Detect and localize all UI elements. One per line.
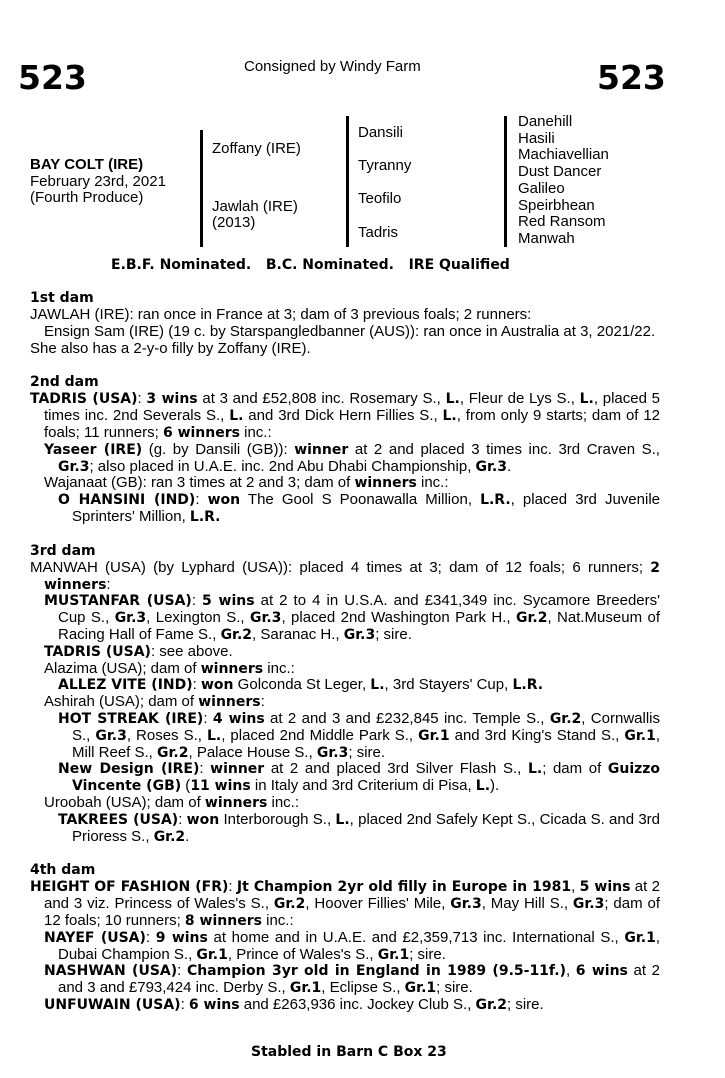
dam-year: (2013)	[212, 214, 256, 231]
produce-yaseer: Yaseer (IRE) (g. by Dansili (GB)): winner at 2 and placed 3 times inc. 3rd Craven S., Gr.3; also placed in U.A.E. inc. 2nd Abu Dhabi Championship, Gr.3.	[44, 440, 660, 475]
produce-allez-vite: ALLEZ VITE (IND): won Golconda St Leger, L., 3rd Stayers' Cup, L.R.	[58, 676, 544, 694]
dam-sire: Teofilo	[358, 190, 402, 207]
first-dam-note: She also has a 2-y-o filly by Zoffany (IRE).	[30, 339, 311, 357]
pedigree-bracket-3	[504, 116, 507, 247]
produce-note: (Fourth Produce)	[30, 189, 144, 206]
sire-dam: Tyranny	[358, 157, 412, 174]
produce-takrees: TAKREES (USA): won Interborough S., L., placed 2nd Safely Kept S., Cicada S. and 3rd Prioress S., Gr.2.	[58, 810, 660, 845]
pedigree-g7: Red Ransom	[518, 213, 606, 231]
fourth-dam-height-of-fashion: HEIGHT OF FASHION (FR): Jt Champion 2yr old filly in Europe in 1981, 5 wins at 2 and 3 viz. Princess of Wales's S., Gr.2, Hoover Fillies' Mile, Gr.3, May Hill S., Gr.3; dam of 12 foals; 10 runners; 8 winners inc.:	[30, 878, 660, 929]
produce-mustanfar: MUSTANFAR (USA): 5 wins at 2 to 4 in U.S.A. and £341,349 inc. Sycamore Breeders' Cup S., Gr.3, Lexington S., Gr.3, placed 2nd Washington Park H., Gr.2, Nat.Museum of Racing Hall of Fame S., Gr.2, Saranac H., Gr.3; sire.	[44, 592, 660, 643]
pedigree-g6: Speirbhean	[518, 196, 595, 214]
nominations: E.B.F. Nominated. B.C. Nominated. IRE Qualified	[111, 257, 510, 273]
section-first-dam: 1st dam	[30, 290, 94, 306]
catalogue-body	[30, 290, 660, 1014]
produce-ensign-sam: Ensign Sam (IRE) (19 c. by Starspangledbanner (AUS)): ran once in Australia at 3, 2021/22.	[44, 322, 656, 340]
consignor: Consigned by Windy Farm	[244, 58, 421, 75]
dam-dam: Tadris	[358, 224, 399, 241]
second-dam-tadris: TADRIS (USA): 3 wins at 3 and £52,808 inc. Rosemary S., L., Fleur de Lys S., L., placed 5 times inc. 2nd Severals S., L. and 3rd Dick Hern Fillies S., L., from only 9 starts; dam of 12 foals; 11 runners; 6 winners inc.:	[30, 390, 661, 441]
produce-hot-streak: HOT STREAK (IRE): 4 wins at 2 and 3 and £232,845 inc. Temple S., Gr.2, Cornwallis S., Gr.3, Roses S., L., placed 2nd Middle Park S., Gr.1 and 3rd King's Stand S., Gr.1, Mill Reef S., Gr.2, Palace House S., Gr.3; sire.	[58, 709, 661, 761]
produce-tadris: TADRIS (USA): see above.	[44, 642, 233, 660]
pedigree-g3: Machiavellian	[518, 146, 609, 164]
third-generation	[518, 114, 609, 248]
foaling-date: February 23rd, 2021	[30, 173, 166, 190]
section-fourth-dam: 4th dam	[30, 862, 96, 879]
dam: Jawlah (IRE)	[212, 198, 298, 215]
produce-unfuwain: UNFUWAIN (USA): 6 wins and £263,936 inc. Jockey Club S., Gr.2; sire.	[44, 995, 544, 1013]
pedigree-g2: Hasili	[518, 129, 555, 147]
produce-alazima: Alazima (USA); dam of winners inc.:	[44, 659, 295, 677]
horse-name: BAY COLT (IRE)	[30, 156, 144, 173]
sire-sire: Dansili	[358, 124, 404, 141]
section-second-dam: 2nd dam	[30, 374, 99, 391]
first-dam-entry: JAWLAH (IRE): ran once in France at 3; dam of 3 previous foals; 2 runners:	[30, 306, 532, 323]
third-dam-manwah: MANWAH (USA) (by Lyphard (USA)): placed 4 times at 3; dam of 12 foals; 6 runners; 2 winners:	[30, 558, 660, 593]
pedigree-g1: Danehill	[518, 113, 573, 130]
produce-nashwan: NASHWAN (USA): Champion 3yr old in England in 1989 (9.5-11f.), 6 wins at 2 and 3 and £793,424 inc. Derby S., Gr.1, Eclipse S., Gr.1; sire.	[44, 962, 660, 997]
sire: Zoffany (IRE)	[212, 140, 301, 157]
pedigree-g5: Galileo	[518, 179, 565, 197]
pedigree-g4: Dust Dancer	[518, 163, 602, 181]
produce-nayef: NAYEF (USA): 9 wins at home and in U.A.E. and £2,359,713 inc. International S., Gr.1, Dubai Champion S., Gr.1, Prince of Wales's S., Gr.1; sire.	[44, 928, 660, 963]
stabling-note: Stabled in Barn C Box 23	[251, 1044, 447, 1060]
produce-ashirah: Ashirah (USA); dam of winners:	[44, 693, 265, 711]
produce-o-hansini: O HANSINI (IND): won The Gool S Poonawalla Million, L.R., placed 3rd Juvenile Sprinters' Million, L.R.	[58, 491, 660, 525]
pedigree-bracket-2	[346, 116, 349, 247]
section-third-dam: 3rd dam	[30, 542, 96, 559]
pedigree-g8: Manwah	[518, 229, 575, 247]
produce-wajanaat: Wajanaat (GB): ran 3 times at 2 and 3; dam of winners inc.:	[44, 474, 449, 492]
lot-number-right: 523	[597, 58, 666, 97]
pedigree-bracket-1	[200, 130, 203, 247]
produce-new-design: New Design (IRE): winner at 2 and placed 3rd Silver Flash S., L.; dam of Guizzo Vincente (GB) (11 wins in Italy and 3rd Criterium di Pisa, L.).	[58, 760, 661, 795]
produce-uroobah: Uroobah (USA); dam of winners inc.:	[44, 793, 299, 811]
lot-number-left: 523	[18, 58, 87, 97]
